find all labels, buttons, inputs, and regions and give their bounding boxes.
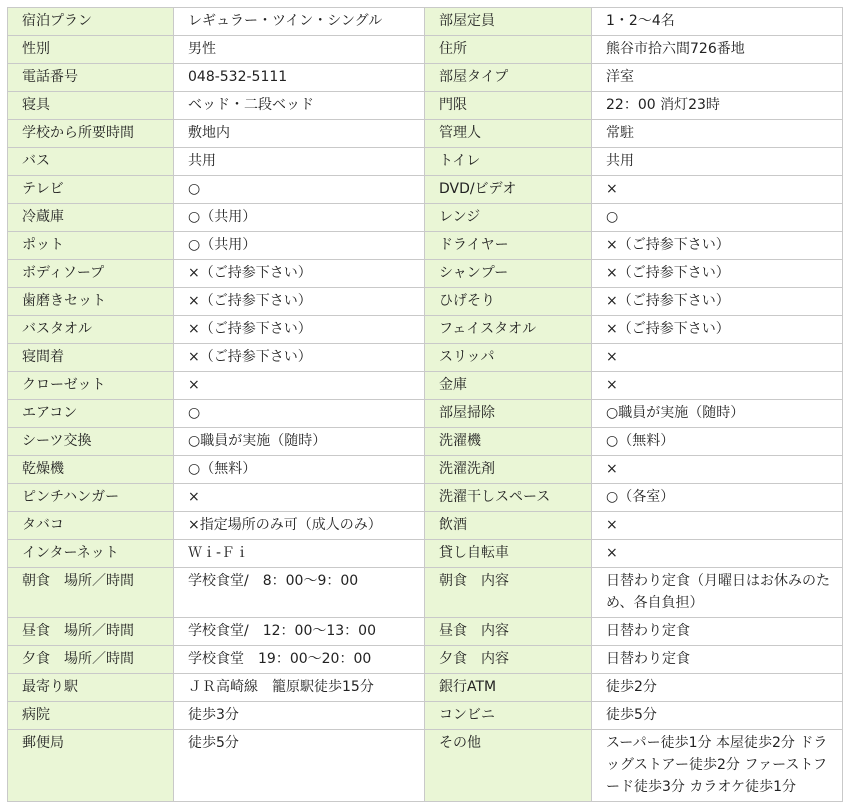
item-value-left: ○ xyxy=(174,176,425,204)
item-value-left: ○職員が実施（随時） xyxy=(174,428,425,456)
table-row xyxy=(8,400,843,428)
item-label-right: 朝食 内容 xyxy=(425,568,592,618)
item-label-left: バスタオル xyxy=(8,316,174,344)
item-value-right: 常駐 xyxy=(592,120,843,148)
item-value-right: ○職員が実施（随時） xyxy=(592,400,843,428)
item-label-left: 寝間着 xyxy=(8,344,174,372)
item-label-left: インターネット xyxy=(8,540,174,568)
item-value-right: ×（ご持参下さい） xyxy=(592,288,843,316)
item-value-right: 日替わり定食 xyxy=(592,618,843,646)
item-label-left: タバコ xyxy=(8,512,174,540)
item-value-right: 洋室 xyxy=(592,64,843,92)
item-label-right: トイレ xyxy=(425,148,592,176)
item-label-left: シーツ交換 xyxy=(8,428,174,456)
item-label-left: 性別 xyxy=(8,36,174,64)
item-value-left: 徒歩3分 xyxy=(174,702,425,730)
item-value-left: ＪＲ高崎線 籠原駅徒歩15分 xyxy=(174,674,425,702)
item-label-left: 昼食 場所／時間 xyxy=(8,618,174,646)
item-value-left: × xyxy=(174,484,425,512)
item-value-right: × xyxy=(592,540,843,568)
item-value-left: × xyxy=(174,372,425,400)
item-label-right: 金庫 xyxy=(425,372,592,400)
table-row xyxy=(8,120,843,148)
item-value-left: 徒歩5分 xyxy=(174,730,425,802)
item-value-right: × xyxy=(592,344,843,372)
item-label-left: エアコン xyxy=(8,400,174,428)
item-label-right: ひげそり xyxy=(425,288,592,316)
item-value-right: 徒歩5分 xyxy=(592,702,843,730)
item-label-left: 最寄り駅 xyxy=(8,674,174,702)
item-label-left: クローゼット xyxy=(8,372,174,400)
item-label-left: 朝食 場所／時間 xyxy=(8,568,174,618)
table-row xyxy=(8,232,843,260)
item-label-right: 部屋タイプ xyxy=(425,64,592,92)
item-value-right: 日替わり定食（月曜日はお休みのため、各自負担） xyxy=(592,568,843,618)
item-value-left: 共用 xyxy=(174,148,425,176)
item-label-left: ピンチハンガー xyxy=(8,484,174,512)
item-label-left: 宿泊プラン xyxy=(8,8,174,36)
item-value-right: × xyxy=(592,176,843,204)
item-value-left: 学校食堂/ 8：00〜9：00 xyxy=(174,568,425,618)
item-value-left: ○ xyxy=(174,400,425,428)
item-label-right: その他 xyxy=(425,730,592,802)
table-row xyxy=(8,64,843,92)
item-label-left: 郵便局 xyxy=(8,730,174,802)
item-value-left: 男性 xyxy=(174,36,425,64)
table-row xyxy=(8,260,843,288)
table-row xyxy=(8,674,843,702)
item-value-right: 熊谷市拾六間726番地 xyxy=(592,36,843,64)
table-row xyxy=(8,92,843,120)
item-value-right: 日替わり定食 xyxy=(592,646,843,674)
table-row xyxy=(8,288,843,316)
item-label-left: ボディソープ xyxy=(8,260,174,288)
item-label-right: DVD/ビデオ xyxy=(425,176,592,204)
table-row xyxy=(8,428,843,456)
item-label-right: 夕食 内容 xyxy=(425,646,592,674)
table-row xyxy=(8,8,843,36)
item-value-right: × xyxy=(592,372,843,400)
item-value-right: 22：00 消灯23時 xyxy=(592,92,843,120)
facility-info-table xyxy=(7,7,843,802)
item-value-left: ×（ご持参下さい） xyxy=(174,316,425,344)
item-value-right: ×（ご持参下さい） xyxy=(592,316,843,344)
item-label-right: 部屋定員 xyxy=(425,8,592,36)
item-label-right: レンジ xyxy=(425,204,592,232)
item-label-right: 門限 xyxy=(425,92,592,120)
item-value-right: ×（ご持参下さい） xyxy=(592,232,843,260)
item-label-right: 飲酒 xyxy=(425,512,592,540)
item-value-right: スーパー徒歩1分 本屋徒歩2分 ドラッグストアー徒歩2分 ファーストフード徒歩3分 カラオケ徒歩1分 xyxy=(592,730,843,802)
item-label-left: 冷蔵庫 xyxy=(8,204,174,232)
item-value-left: ○（共用） xyxy=(174,232,425,260)
item-value-left: 敷地内 xyxy=(174,120,425,148)
item-label-right: 昼食 内容 xyxy=(425,618,592,646)
item-label-right: フェイスタオル xyxy=(425,316,592,344)
table-row xyxy=(8,646,843,674)
item-value-left: ×（ご持参下さい） xyxy=(174,260,425,288)
item-label-right: 部屋掃除 xyxy=(425,400,592,428)
item-label-left: 病院 xyxy=(8,702,174,730)
table-row xyxy=(8,316,843,344)
item-value-left: 048-532-5111 xyxy=(174,64,425,92)
table-row xyxy=(8,540,843,568)
item-value-left: レギュラー・ツイン・シングル xyxy=(174,8,425,36)
table-row xyxy=(8,730,843,802)
item-value-right: ○ xyxy=(592,204,843,232)
item-label-right: スリッパ xyxy=(425,344,592,372)
item-label-right: 住所 xyxy=(425,36,592,64)
item-value-right: ○（無料） xyxy=(592,428,843,456)
item-label-left: 学校から所要時間 xyxy=(8,120,174,148)
item-label-left: 歯磨きセット xyxy=(8,288,174,316)
table-row xyxy=(8,568,843,618)
table-row xyxy=(8,702,843,730)
item-value-right: ○（各室） xyxy=(592,484,843,512)
item-value-right: × xyxy=(592,512,843,540)
item-value-left: 学校食堂/ 12：00〜13：00 xyxy=(174,618,425,646)
item-label-left: 電話番号 xyxy=(8,64,174,92)
item-label-left: 夕食 場所／時間 xyxy=(8,646,174,674)
item-value-left: ○（無料） xyxy=(174,456,425,484)
table-row xyxy=(8,372,843,400)
table-row xyxy=(8,618,843,646)
table-row xyxy=(8,456,843,484)
item-value-right: 共用 xyxy=(592,148,843,176)
item-value-right: 徒歩2分 xyxy=(592,674,843,702)
item-label-left: ポット xyxy=(8,232,174,260)
table-row xyxy=(8,484,843,512)
item-label-left: 乾燥機 xyxy=(8,456,174,484)
item-value-left: ×（ご持参下さい） xyxy=(174,288,425,316)
table-row xyxy=(8,176,843,204)
item-label-right: 貸し自転車 xyxy=(425,540,592,568)
table-row xyxy=(8,148,843,176)
item-label-right: シャンプー xyxy=(425,260,592,288)
item-label-left: 寝具 xyxy=(8,92,174,120)
item-value-left: ×（ご持参下さい） xyxy=(174,344,425,372)
item-label-right: 洗濯洗剤 xyxy=(425,456,592,484)
item-value-right: 1・2〜4名 xyxy=(592,8,843,36)
table-row xyxy=(8,204,843,232)
item-label-left: バス xyxy=(8,148,174,176)
item-value-left: Ｗｉ-Ｆｉ xyxy=(174,540,425,568)
item-label-right: 洗濯干しスペース xyxy=(425,484,592,512)
item-label-right: コンビニ xyxy=(425,702,592,730)
facility-info-table-body xyxy=(8,8,843,802)
table-row xyxy=(8,344,843,372)
item-value-left: ベッド・二段ベッド xyxy=(174,92,425,120)
item-label-left: テレビ xyxy=(8,176,174,204)
item-value-left: 学校食堂 19：00〜20：00 xyxy=(174,646,425,674)
item-value-left: ○（共用） xyxy=(174,204,425,232)
item-label-right: 洗濯機 xyxy=(425,428,592,456)
item-label-right: 管理人 xyxy=(425,120,592,148)
item-label-right: ドライヤー xyxy=(425,232,592,260)
item-label-right: 銀行ATM xyxy=(425,674,592,702)
item-value-right: ×（ご持参下さい） xyxy=(592,260,843,288)
item-value-left: ×指定場所のみ可（成人のみ） xyxy=(174,512,425,540)
table-row xyxy=(8,36,843,64)
table-row xyxy=(8,512,843,540)
item-value-right: × xyxy=(592,456,843,484)
